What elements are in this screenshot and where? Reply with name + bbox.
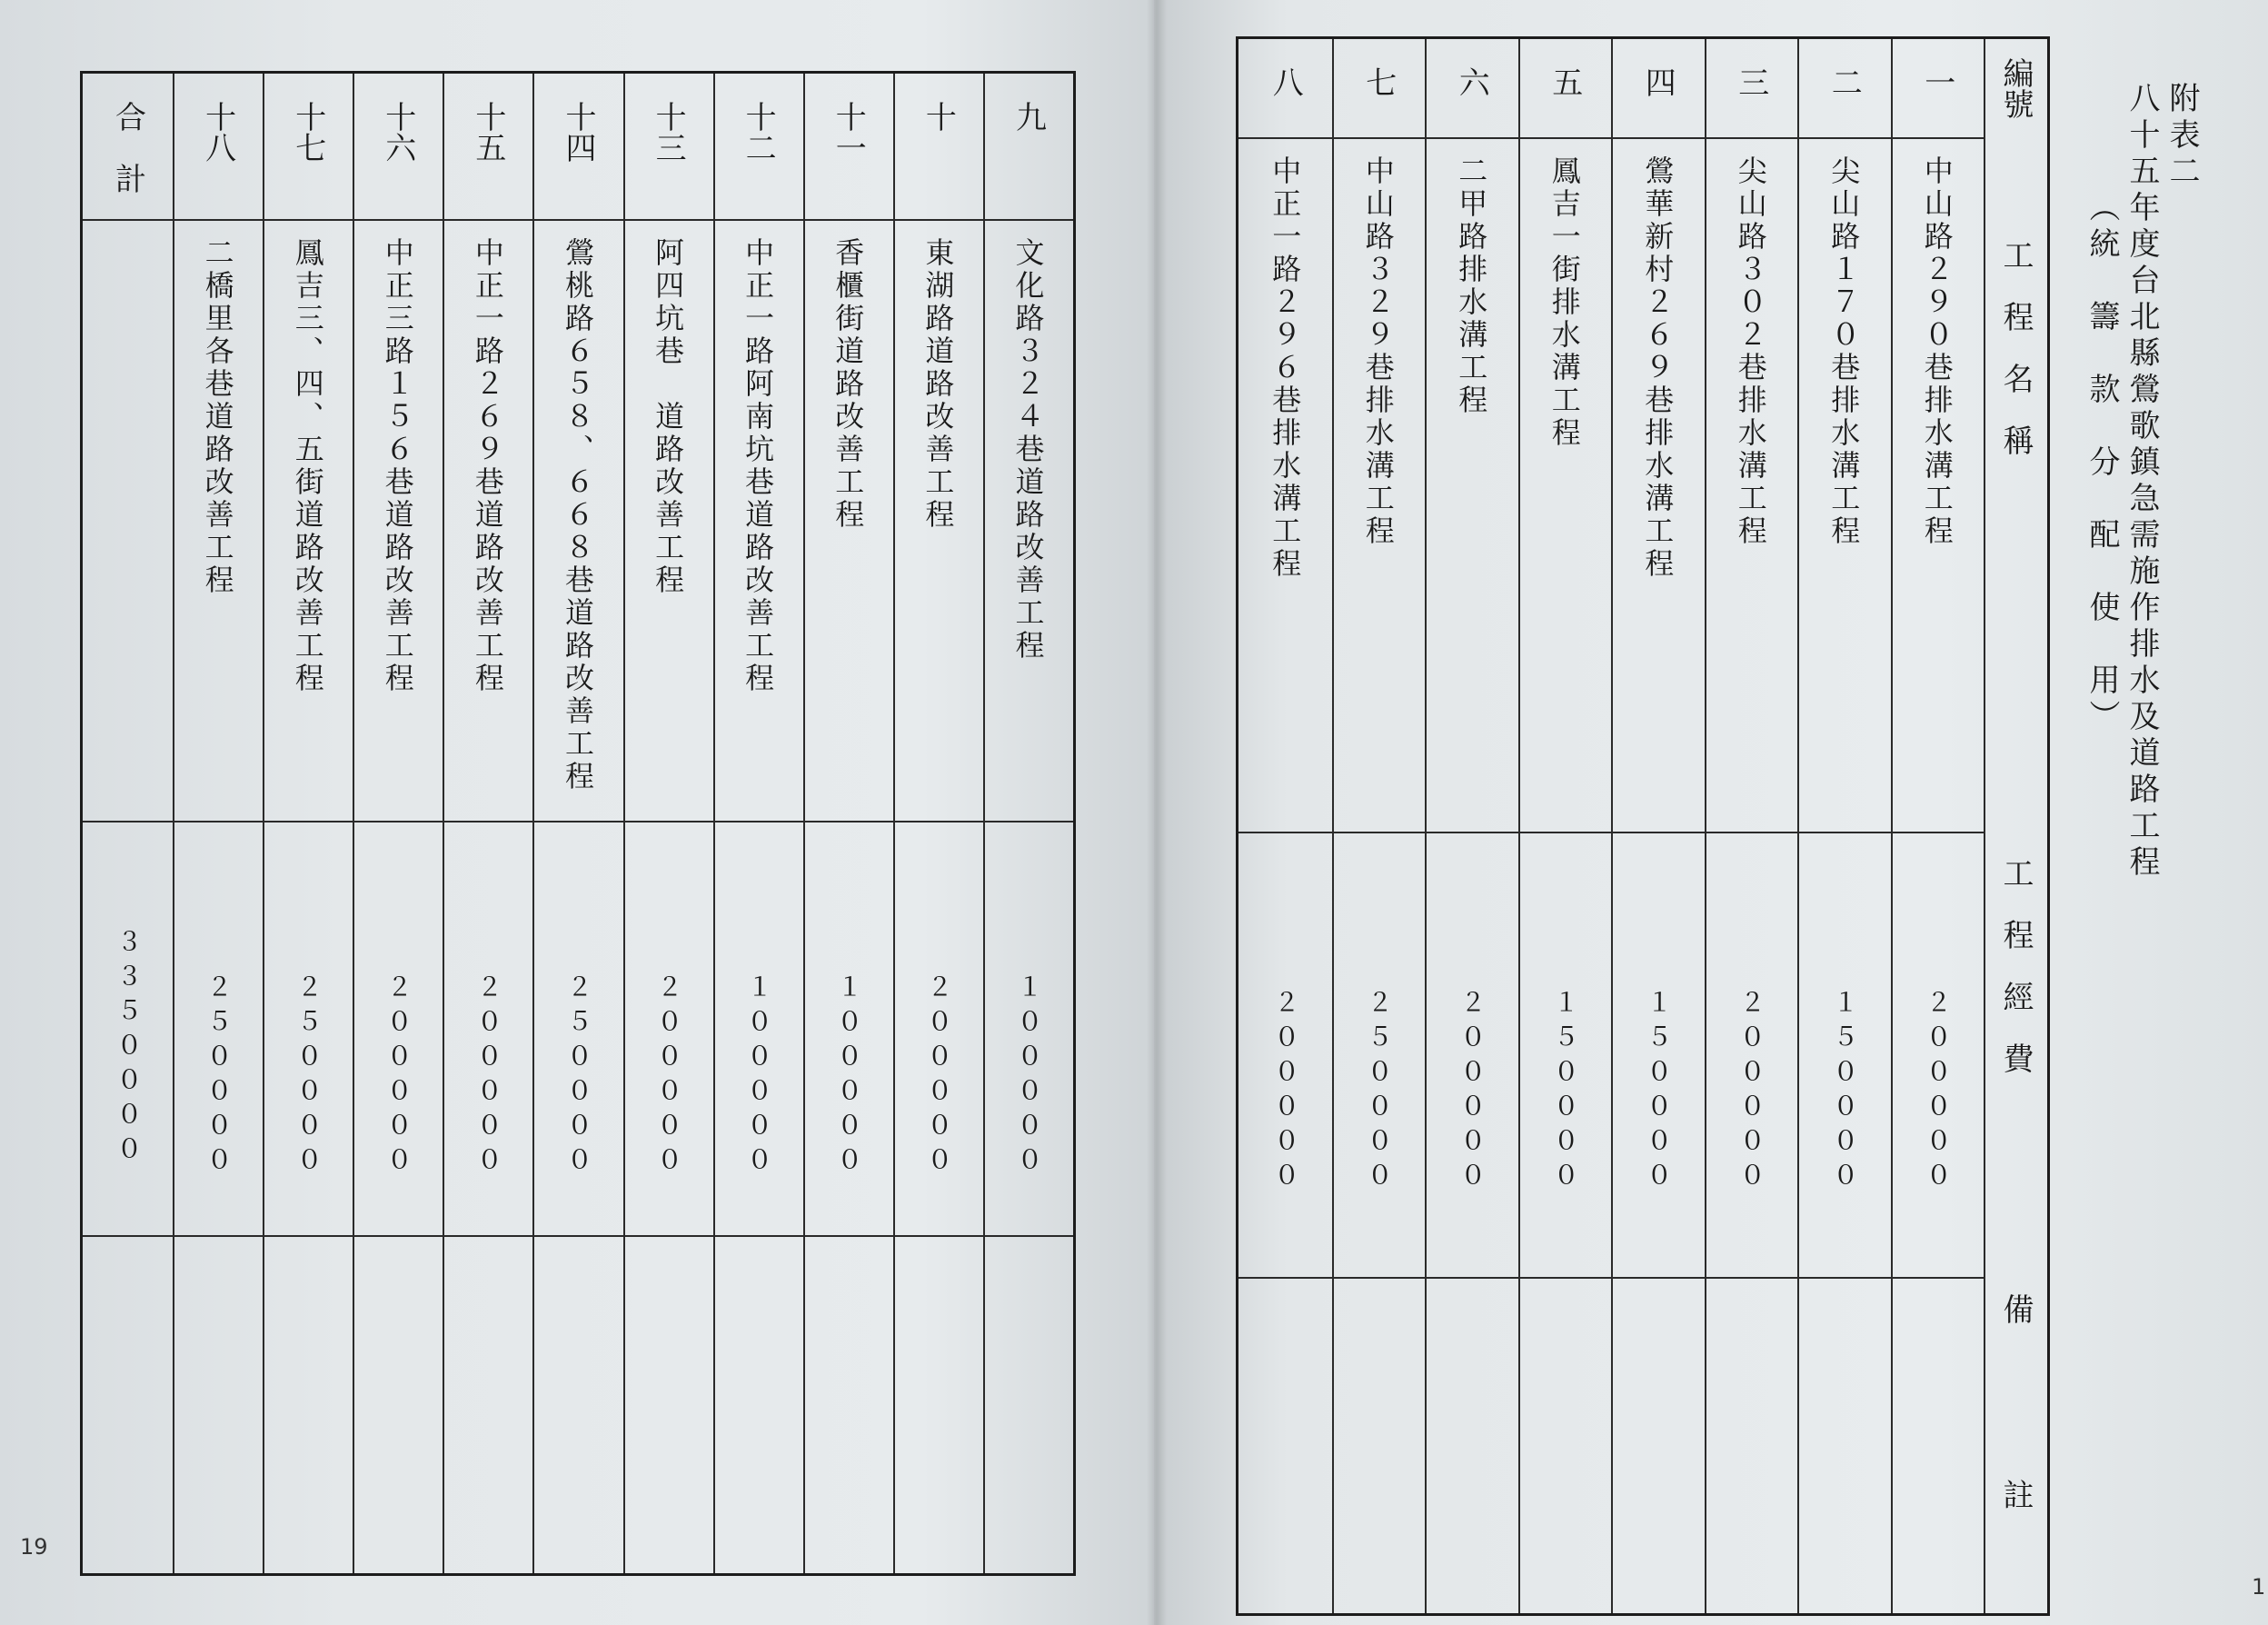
project-name-cell (713, 237, 803, 695)
project-cost-cell (1238, 989, 1332, 1196)
row-number: 七 (1359, 66, 1397, 97)
project-name: 中正一路２６９巷道路改善工程 (470, 237, 505, 695)
project-cost-cell (1705, 989, 1798, 1196)
row-number: 三 (1732, 66, 1769, 97)
row-number: 十四 (559, 101, 596, 163)
row-number: 十六 (379, 101, 416, 163)
project-cost-cell (983, 973, 1073, 1181)
row-number: 二 (1825, 66, 1863, 97)
project-cost-cell (1611, 989, 1705, 1196)
project-name-cell (443, 237, 532, 695)
project-cost-cell (1891, 989, 1984, 1196)
project-cost: ２０００００ (1270, 989, 1301, 1196)
project-cost: ２５００００ (293, 973, 323, 1181)
project-cost: ２５００００ (203, 973, 234, 1181)
project-cost: ２０００００ (1736, 989, 1766, 1196)
project-name-cell (1425, 155, 1518, 417)
header-cost: 工 程 經 費 (1997, 857, 2034, 1073)
total-label: 合 計 (109, 101, 146, 194)
project-name: 中正一路阿南坑巷道路改善工程 (741, 237, 776, 695)
row-number: 四 (1639, 66, 1676, 97)
project-cost-cell (443, 973, 532, 1181)
project-cost-cell (803, 973, 893, 1181)
project-cost: ２０００００ (1922, 989, 1953, 1196)
project-name: 阿四坑巷 道路改善工程 (651, 237, 686, 597)
project-name: 尖山路１７０巷排水溝工程 (1826, 155, 1862, 548)
project-cost-cell (1425, 989, 1518, 1196)
project-name-cell (983, 237, 1073, 663)
project-name: 文化路３２４巷道路改善工程 (1010, 237, 1046, 663)
project-cost: １５００００ (1643, 989, 1674, 1196)
row-number-cell (893, 101, 983, 132)
project-name: 香櫃街道路改善工程 (831, 237, 866, 532)
project-name-cell (623, 237, 713, 597)
row-divider (83, 821, 1073, 822)
project-name: 中山路３２９巷排水溝工程 (1360, 155, 1396, 548)
row-divider (83, 1235, 1073, 1237)
row-number-cell (263, 101, 353, 163)
row-number: 十五 (469, 101, 506, 163)
total-cost-cell (83, 928, 173, 1170)
project-name-cell (263, 237, 353, 695)
project-name: 尖山路３０２巷排水溝工程 (1733, 155, 1768, 548)
left-table (80, 71, 1076, 1576)
project-cost-cell (713, 973, 803, 1181)
header-no-cell (1984, 57, 2047, 119)
title-block (2084, 82, 2200, 945)
header-no: 編號 (1997, 57, 2034, 119)
page-subtitle: （統 籌 款 分 配 使 用） (2084, 191, 2120, 736)
project-cost: １０００００ (743, 973, 774, 1181)
project-cost-cell (1332, 989, 1426, 1196)
project-name-cell (1705, 155, 1798, 548)
header-remark-cell (1984, 1293, 2047, 1510)
header-cost-cell (1984, 857, 2047, 1073)
project-cost: ２０００００ (472, 973, 503, 1181)
row-divider (83, 219, 1073, 221)
show-through-text (1336, 82, 1376, 627)
row-number: 一 (1918, 66, 1955, 97)
row-number-cell (1518, 66, 1612, 97)
project-name-cell (1797, 155, 1891, 548)
project-name: 東湖路道路改善工程 (920, 237, 956, 532)
total-cost: ３３５００００ (113, 928, 144, 1170)
row-number-cell (623, 101, 713, 163)
project-cost: ２５００００ (1363, 989, 1394, 1196)
project-name: 二橋里各巷道路改善工程 (200, 237, 235, 597)
project-cost-cell (623, 973, 713, 1181)
row-number: 八 (1267, 66, 1304, 97)
row-number: 十八 (199, 101, 236, 163)
project-name: 鳳吉一街排水溝工程 (1547, 155, 1582, 450)
row-number-cell (1611, 66, 1705, 97)
row-number-cell (532, 101, 622, 163)
row-number-cell (353, 101, 443, 163)
row-number: 六 (1453, 66, 1490, 97)
page-number-left: 19 (20, 1534, 48, 1560)
project-name-cell (1611, 155, 1705, 581)
project-name: 中正三路１５６巷道路改善工程 (380, 237, 415, 695)
row-number: 十七 (289, 101, 326, 163)
total-label-cell (83, 101, 173, 194)
row-number-cell (1797, 66, 1891, 97)
project-cost: １５００００ (1549, 989, 1580, 1196)
project-name-cell (173, 237, 263, 597)
project-name-cell (1238, 155, 1332, 581)
row-number-cell (173, 101, 263, 163)
header-name: 工 程 名 稱 (1997, 239, 2034, 455)
row-number: 十三 (650, 101, 687, 163)
project-cost: ２０００００ (923, 973, 954, 1181)
project-cost-cell (173, 973, 263, 1181)
appendix-label: 附表二 (2164, 82, 2200, 191)
header-name-cell (1984, 239, 2047, 455)
row-number-cell (1425, 66, 1518, 97)
book-gutter (1147, 0, 1167, 1625)
project-name: 鶯華新村２６９巷排水溝工程 (1640, 155, 1676, 581)
project-name-cell (532, 237, 622, 793)
project-cost-cell (1518, 989, 1612, 1196)
project-cost: ２５００００ (562, 973, 593, 1181)
project-cost: １５００００ (1829, 989, 1860, 1196)
row-number-cell (1238, 66, 1332, 97)
row-number: 九 (1010, 101, 1047, 132)
row-number-cell (1705, 66, 1798, 97)
project-name: 二甲路排水溝工程 (1454, 155, 1489, 417)
row-number: 十二 (740, 101, 777, 163)
project-name-cell (1891, 155, 1984, 548)
project-cost: １０００００ (1013, 973, 1044, 1181)
header-remark: 備 註 (1997, 1293, 2034, 1510)
project-cost: ２０００００ (383, 973, 413, 1181)
row-number: 五 (1546, 66, 1583, 97)
page-number-right: 1 (2252, 1574, 2266, 1600)
project-cost: １０００００ (833, 973, 864, 1181)
page-title: 八十五年度台北縣鶯歌鎮急需施作排水及道路工程 (2124, 82, 2160, 882)
project-cost: ２０００００ (1457, 989, 1487, 1196)
project-cost-cell (263, 973, 353, 1181)
project-cost-cell (893, 973, 983, 1181)
row-number-cell (803, 101, 893, 163)
project-name: 鶯桃路６５８、６６８巷道路改善工程 (560, 237, 595, 793)
row-number-cell (1891, 66, 1984, 97)
project-name: 中山路２９０巷排水溝工程 (1919, 155, 1955, 548)
project-cost-cell (353, 973, 443, 1181)
project-name-cell (893, 237, 983, 532)
project-name-cell (803, 237, 893, 532)
project-name: 中正一路２９６巷排水溝工程 (1268, 155, 1303, 581)
project-cost: ２０００００ (653, 973, 684, 1181)
row-number-cell (983, 101, 1073, 132)
row-number: 十一 (830, 101, 867, 163)
row-number-cell (443, 101, 532, 163)
row-number: 十 (920, 101, 957, 132)
project-name: 鳳吉三、四、五街道路改善工程 (290, 237, 325, 695)
project-name-cell (1518, 155, 1612, 450)
project-name-cell (353, 237, 443, 695)
row-number-cell (713, 101, 803, 163)
project-cost-cell (1797, 989, 1891, 1196)
project-cost-cell (532, 973, 622, 1181)
